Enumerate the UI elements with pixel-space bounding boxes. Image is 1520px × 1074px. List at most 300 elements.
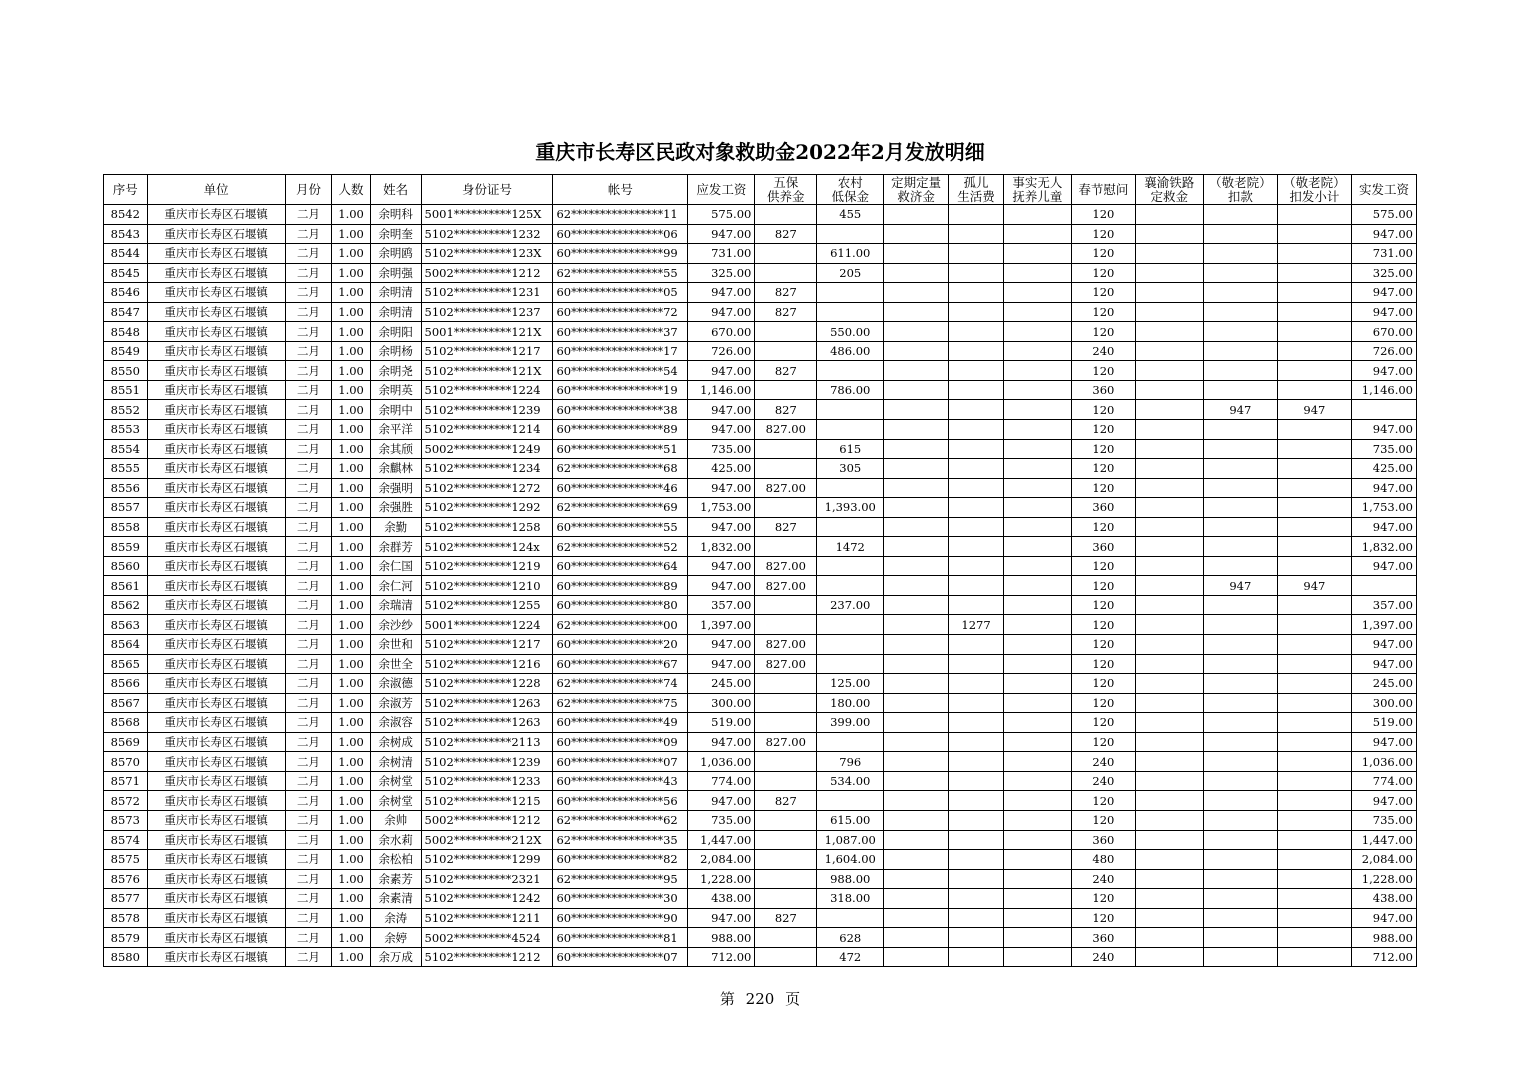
table-cell: 余明中 [370, 400, 421, 420]
table-cell: 二月 [285, 517, 332, 537]
table-cell [755, 713, 817, 733]
table-cell [1135, 478, 1203, 498]
table-cell: 120 [1071, 576, 1135, 596]
table-cell: 60****************89 [553, 576, 688, 596]
table-cell [949, 459, 1004, 479]
table-cell: 60****************07 [553, 752, 688, 772]
table-cell [1277, 205, 1351, 225]
table-cell [949, 928, 1004, 948]
table-cell: 5102**********1214 [421, 420, 553, 440]
table-cell: 947.00 [1351, 302, 1416, 322]
table-cell [1203, 341, 1277, 361]
table-cell: 628 [817, 928, 884, 948]
table-cell: 120 [1071, 674, 1135, 694]
table-cell [884, 908, 949, 928]
table-cell: 二月 [285, 537, 332, 557]
table-cell: 60****************17 [553, 341, 688, 361]
table-cell: 8549 [104, 341, 148, 361]
table-cell: 60****************43 [553, 771, 688, 791]
table-cell [1277, 791, 1351, 811]
table-cell [1277, 889, 1351, 909]
table-cell: 二月 [285, 556, 332, 576]
table-cell: 300.00 [1351, 693, 1416, 713]
table-cell: 318.00 [817, 889, 884, 909]
table-cell: 8574 [104, 830, 148, 850]
table-cell [1203, 850, 1277, 870]
table-cell [1277, 713, 1351, 733]
table-cell [884, 654, 949, 674]
table-cell [884, 947, 949, 967]
column-header-label: 农村 [837, 174, 863, 190]
table-cell [1277, 556, 1351, 576]
table-cell: 8568 [104, 713, 148, 733]
table-cell: 947.00 [688, 635, 755, 655]
table-cell: 712.00 [688, 947, 755, 967]
column-header-label: 实发工资 [1358, 181, 1409, 197]
table-cell: 余淑容 [370, 713, 421, 733]
table-cell: 二月 [285, 595, 332, 615]
table-cell [755, 771, 817, 791]
table-cell: 8563 [104, 615, 148, 635]
table-cell: 二月 [285, 439, 332, 459]
table-cell: 余树堂 [370, 791, 421, 811]
table-cell: 5102**********1258 [421, 517, 553, 537]
table-cell: 774.00 [1351, 771, 1416, 791]
table-cell [1277, 263, 1351, 283]
table-cell: 余淑德 [370, 674, 421, 694]
table-cell: 60****************30 [553, 889, 688, 909]
table-cell: 947.00 [688, 654, 755, 674]
table-cell [949, 302, 1004, 322]
table-cell: 5102**********1224 [421, 380, 553, 400]
table-cell: 5102**********1228 [421, 674, 553, 694]
table-cell: 重庆市长寿区石堰镇 [147, 947, 285, 967]
table-cell [884, 576, 949, 596]
table-cell [1203, 713, 1277, 733]
table-cell [1203, 674, 1277, 694]
table-cell [949, 380, 1004, 400]
table-cell [1203, 654, 1277, 674]
table-cell: 60****************37 [553, 322, 688, 342]
table-cell: 8544 [104, 244, 148, 264]
table-cell: 827.00 [755, 576, 817, 596]
page-footer [0, 988, 1520, 1009]
table-cell: 余群芳 [370, 537, 421, 557]
table-cell: 8557 [104, 498, 148, 518]
table-cell: 二月 [285, 283, 332, 303]
column-header [949, 175, 1004, 205]
table-cell [1003, 771, 1071, 791]
table-cell: 重庆市长寿区石堰镇 [147, 205, 285, 225]
table-cell: 1,146.00 [688, 380, 755, 400]
column-header [1203, 175, 1277, 205]
table-row [104, 576, 1417, 596]
table-cell [884, 439, 949, 459]
table-cell: 余素清 [370, 889, 421, 909]
table-cell: 1.00 [332, 732, 371, 752]
column-header-label-line2: 抚养儿童 [1012, 188, 1063, 204]
table-cell: 615 [817, 439, 884, 459]
table-cell: 120 [1071, 263, 1135, 283]
table-cell: 731.00 [688, 244, 755, 264]
table-cell: 二月 [285, 771, 332, 791]
table-cell [1135, 283, 1203, 303]
table-cell: 二月 [285, 713, 332, 733]
table-cell [1003, 674, 1071, 694]
table-cell: 120 [1071, 635, 1135, 655]
table-cell [755, 263, 817, 283]
table-cell: 1.00 [332, 615, 371, 635]
column-header-label-line2: 低保金 [831, 188, 869, 204]
table-cell: 余勤 [370, 517, 421, 537]
table-cell [1135, 537, 1203, 557]
table-row [104, 654, 1417, 674]
table-cell: 余麒林 [370, 459, 421, 479]
table-cell [1277, 244, 1351, 264]
column-header-label: 孤儿 [963, 174, 989, 190]
table-cell: 8580 [104, 947, 148, 967]
column-header-label-line2: 扣发小计 [1289, 188, 1340, 204]
table-cell: 2,084.00 [1351, 850, 1416, 870]
table-cell: 重庆市长寿区石堰镇 [147, 224, 285, 244]
table-cell [1003, 654, 1071, 674]
table-cell: 120 [1071, 713, 1135, 733]
table-cell: 重庆市长寿区石堰镇 [147, 791, 285, 811]
table-cell: 1,146.00 [1351, 380, 1416, 400]
table-cell: 余明科 [370, 205, 421, 225]
table-cell: 62****************75 [553, 693, 688, 713]
table-cell [1003, 478, 1071, 498]
table-cell: 240 [1071, 771, 1135, 791]
table-cell: 1.00 [332, 635, 371, 655]
table-cell [755, 830, 817, 850]
table-cell: 947.00 [688, 283, 755, 303]
table-cell: 1,753.00 [688, 498, 755, 518]
table-row [104, 732, 1417, 752]
table-cell [949, 908, 1004, 928]
table-cell: 8550 [104, 361, 148, 381]
table-cell: 120 [1071, 595, 1135, 615]
table-cell: 重庆市长寿区石堰镇 [147, 498, 285, 518]
table-cell [817, 635, 884, 655]
table-cell: 8551 [104, 380, 148, 400]
table-cell: 二月 [285, 791, 332, 811]
table-cell: 611.00 [817, 244, 884, 264]
table-cell: 余树成 [370, 732, 421, 752]
table-cell [949, 263, 1004, 283]
table-cell [1203, 478, 1277, 498]
column-header-label: 人数 [338, 181, 364, 197]
table-cell: 60****************56 [553, 791, 688, 811]
table-cell [1003, 947, 1071, 967]
table-cell [1135, 732, 1203, 752]
table-cell: 62****************62 [553, 810, 688, 830]
table-cell [817, 654, 884, 674]
table-cell: 1.00 [332, 498, 371, 518]
table-cell: 重庆市长寿区石堰镇 [147, 244, 285, 264]
table-cell [1135, 635, 1203, 655]
table-cell [755, 439, 817, 459]
column-header [884, 175, 949, 205]
table-cell: 8573 [104, 810, 148, 830]
table-cell: 519.00 [1351, 713, 1416, 733]
table-cell: 二月 [285, 400, 332, 420]
table-cell [884, 615, 949, 635]
table-cell: 二月 [285, 928, 332, 948]
column-header-label: 序号 [112, 181, 138, 197]
table-cell: 240 [1071, 947, 1135, 967]
table-cell [1277, 361, 1351, 381]
table-cell [1135, 928, 1203, 948]
table-cell: 120 [1071, 244, 1135, 264]
table-cell: 575.00 [688, 205, 755, 225]
table-cell [1135, 615, 1203, 635]
table-cell [1203, 732, 1277, 752]
table-cell [1203, 224, 1277, 244]
table-cell: 重庆市长寿区石堰镇 [147, 752, 285, 772]
table-cell: 1.00 [332, 302, 371, 322]
table-cell [1003, 576, 1071, 596]
table-cell [1135, 400, 1203, 420]
table-cell: 60****************06 [553, 224, 688, 244]
table-cell: 1.00 [332, 439, 371, 459]
table-cell [884, 693, 949, 713]
table-cell: 827 [755, 361, 817, 381]
table-cell: 重庆市长寿区石堰镇 [147, 322, 285, 342]
payment-detail-table [103, 174, 1417, 967]
table-cell [817, 224, 884, 244]
table-cell: 5102**********1234 [421, 459, 553, 479]
table-cell: 1.00 [332, 341, 371, 361]
table-cell: 827.00 [755, 420, 817, 440]
table-cell: 重庆市长寿区石堰镇 [147, 713, 285, 733]
table-cell [755, 615, 817, 635]
table-row [104, 810, 1417, 830]
table-cell: 60****************05 [553, 283, 688, 303]
table-cell: 62****************68 [553, 459, 688, 479]
table-cell [1277, 615, 1351, 635]
table-cell [755, 322, 817, 342]
table-cell [949, 810, 1004, 830]
table-cell: 二月 [285, 478, 332, 498]
table-cell: 472 [817, 947, 884, 967]
table-row [104, 380, 1417, 400]
table-cell: 947.00 [1351, 635, 1416, 655]
table-cell: 425.00 [1351, 459, 1416, 479]
table-cell [1003, 556, 1071, 576]
table-cell: 120 [1071, 420, 1135, 440]
table-cell [755, 498, 817, 518]
table-cell [1135, 850, 1203, 870]
table-cell [1203, 205, 1277, 225]
table-cell: 5102**********124x [421, 537, 553, 557]
table-cell: 947.00 [688, 302, 755, 322]
table-row [104, 341, 1417, 361]
table-cell [817, 420, 884, 440]
table-cell: 60****************09 [553, 732, 688, 752]
table-cell [949, 674, 1004, 694]
table-cell: 二月 [285, 752, 332, 772]
table-cell: 二月 [285, 810, 332, 830]
table-cell: 534.00 [817, 771, 884, 791]
table-cell: 240 [1071, 752, 1135, 772]
table-cell [1003, 791, 1071, 811]
table-cell: 1.00 [332, 889, 371, 909]
table-cell [1135, 517, 1203, 537]
table-cell: 480 [1071, 850, 1135, 870]
column-header [1351, 175, 1416, 205]
table-cell: 60****************46 [553, 478, 688, 498]
table-cell [884, 263, 949, 283]
table-cell [884, 713, 949, 733]
table-cell: 二月 [285, 947, 332, 967]
table-cell [1277, 635, 1351, 655]
table-cell: 947.00 [1351, 224, 1416, 244]
table-cell: 5102**********1292 [421, 498, 553, 518]
table-cell [949, 322, 1004, 342]
table-cell: 62****************95 [553, 869, 688, 889]
table-cell [884, 830, 949, 850]
table-cell: 300.00 [688, 693, 755, 713]
page-number: 220 [745, 990, 775, 1008]
table-cell: 1.00 [332, 654, 371, 674]
table-cell: 947.00 [1351, 732, 1416, 752]
table-cell: 5102**********1231 [421, 283, 553, 303]
table-cell: 947.00 [688, 361, 755, 381]
table-cell: 5102**********121X [421, 361, 553, 381]
table-cell: 余素芳 [370, 869, 421, 889]
table-cell [817, 478, 884, 498]
table-cell [1135, 791, 1203, 811]
table-cell: 二月 [285, 654, 332, 674]
table-cell [949, 635, 1004, 655]
table-cell: 余强胜 [370, 498, 421, 518]
table-cell [1003, 205, 1071, 225]
table-cell: 1,397.00 [688, 615, 755, 635]
table-cell [949, 283, 1004, 303]
table-cell: 余水莉 [370, 830, 421, 850]
table-row [104, 889, 1417, 909]
table-cell [1277, 380, 1351, 400]
table-row [104, 556, 1417, 576]
table-cell: 二月 [285, 322, 332, 342]
table-cell [1351, 576, 1416, 596]
table-cell: 726.00 [1351, 341, 1416, 361]
table-cell: 重庆市长寿区石堰镇 [147, 420, 285, 440]
table-cell: 8566 [104, 674, 148, 694]
table-cell [1203, 615, 1277, 635]
table-cell [1277, 224, 1351, 244]
table-cell: 615.00 [817, 810, 884, 830]
table-cell: 二月 [285, 205, 332, 225]
column-header [553, 175, 688, 205]
table-cell [1135, 947, 1203, 967]
table-cell: 1,447.00 [688, 830, 755, 850]
column-header-label: 五保 [773, 174, 799, 190]
table-cell: 1.00 [332, 810, 371, 830]
table-cell [1135, 420, 1203, 440]
table-cell [1277, 595, 1351, 615]
table-cell: 二月 [285, 908, 332, 928]
table-row [104, 302, 1417, 322]
table-cell: 5102**********1212 [421, 947, 553, 967]
table-cell [1277, 654, 1351, 674]
table-cell: 二月 [285, 693, 332, 713]
table-cell [1277, 928, 1351, 948]
table-cell: 357.00 [688, 595, 755, 615]
table-cell: 5102**********1239 [421, 400, 553, 420]
table-cell: 60****************55 [553, 517, 688, 537]
table-cell [1277, 283, 1351, 303]
table-cell [755, 674, 817, 694]
table-cell: 62****************52 [553, 537, 688, 557]
table-cell: 余树清 [370, 752, 421, 772]
table-cell [817, 400, 884, 420]
table-cell [1277, 420, 1351, 440]
table-cell: 60****************80 [553, 595, 688, 615]
column-header [817, 175, 884, 205]
table-cell [1003, 713, 1071, 733]
table-cell: 120 [1071, 361, 1135, 381]
table-cell: 62****************00 [553, 615, 688, 635]
document-title: 重庆市长寿区民政对象救助金2022年2月发放明细 [535, 140, 985, 164]
table-cell [949, 244, 1004, 264]
table-row [104, 908, 1417, 928]
table-cell [949, 771, 1004, 791]
column-header-label: 身份证号 [461, 181, 512, 197]
table-cell: 5102**********1215 [421, 791, 553, 811]
table-cell [1135, 889, 1203, 909]
table-cell [1351, 400, 1416, 420]
table-cell: 余仁国 [370, 556, 421, 576]
table-cell: 5102**********1263 [421, 693, 553, 713]
table-row [104, 205, 1417, 225]
table-cell: 8561 [104, 576, 148, 596]
table-cell: 重庆市长寿区石堰镇 [147, 361, 285, 381]
table-cell: 余瑞清 [370, 595, 421, 615]
table-cell: 余涛 [370, 908, 421, 928]
table-cell [949, 869, 1004, 889]
table-cell [1003, 517, 1071, 537]
table-cell: 8547 [104, 302, 148, 322]
table-cell: 947.00 [1351, 517, 1416, 537]
table-cell: 947.00 [1351, 654, 1416, 674]
table-cell [884, 869, 949, 889]
table-cell: 827.00 [755, 478, 817, 498]
table-cell [1203, 889, 1277, 909]
table-cell [755, 889, 817, 909]
table-cell: 5102**********1216 [421, 654, 553, 674]
table-row [104, 361, 1417, 381]
table-cell [755, 341, 817, 361]
table-cell: 1.00 [332, 791, 371, 811]
table-cell [755, 537, 817, 557]
table-cell: 余明英 [370, 380, 421, 400]
table-cell: 120 [1071, 556, 1135, 576]
column-header-label-line2: 定救金 [1150, 188, 1189, 204]
column-header-label-line2: 生活费 [957, 188, 995, 204]
table-cell: 357.00 [1351, 595, 1416, 615]
table-cell: 二月 [285, 576, 332, 596]
table-cell: 1,393.00 [817, 498, 884, 518]
table-cell: 余强明 [370, 478, 421, 498]
table-cell [949, 752, 1004, 772]
table-cell: 1.00 [332, 361, 371, 381]
table-cell [817, 908, 884, 928]
column-header [147, 175, 285, 205]
table-cell [1003, 283, 1071, 303]
table-row [104, 283, 1417, 303]
